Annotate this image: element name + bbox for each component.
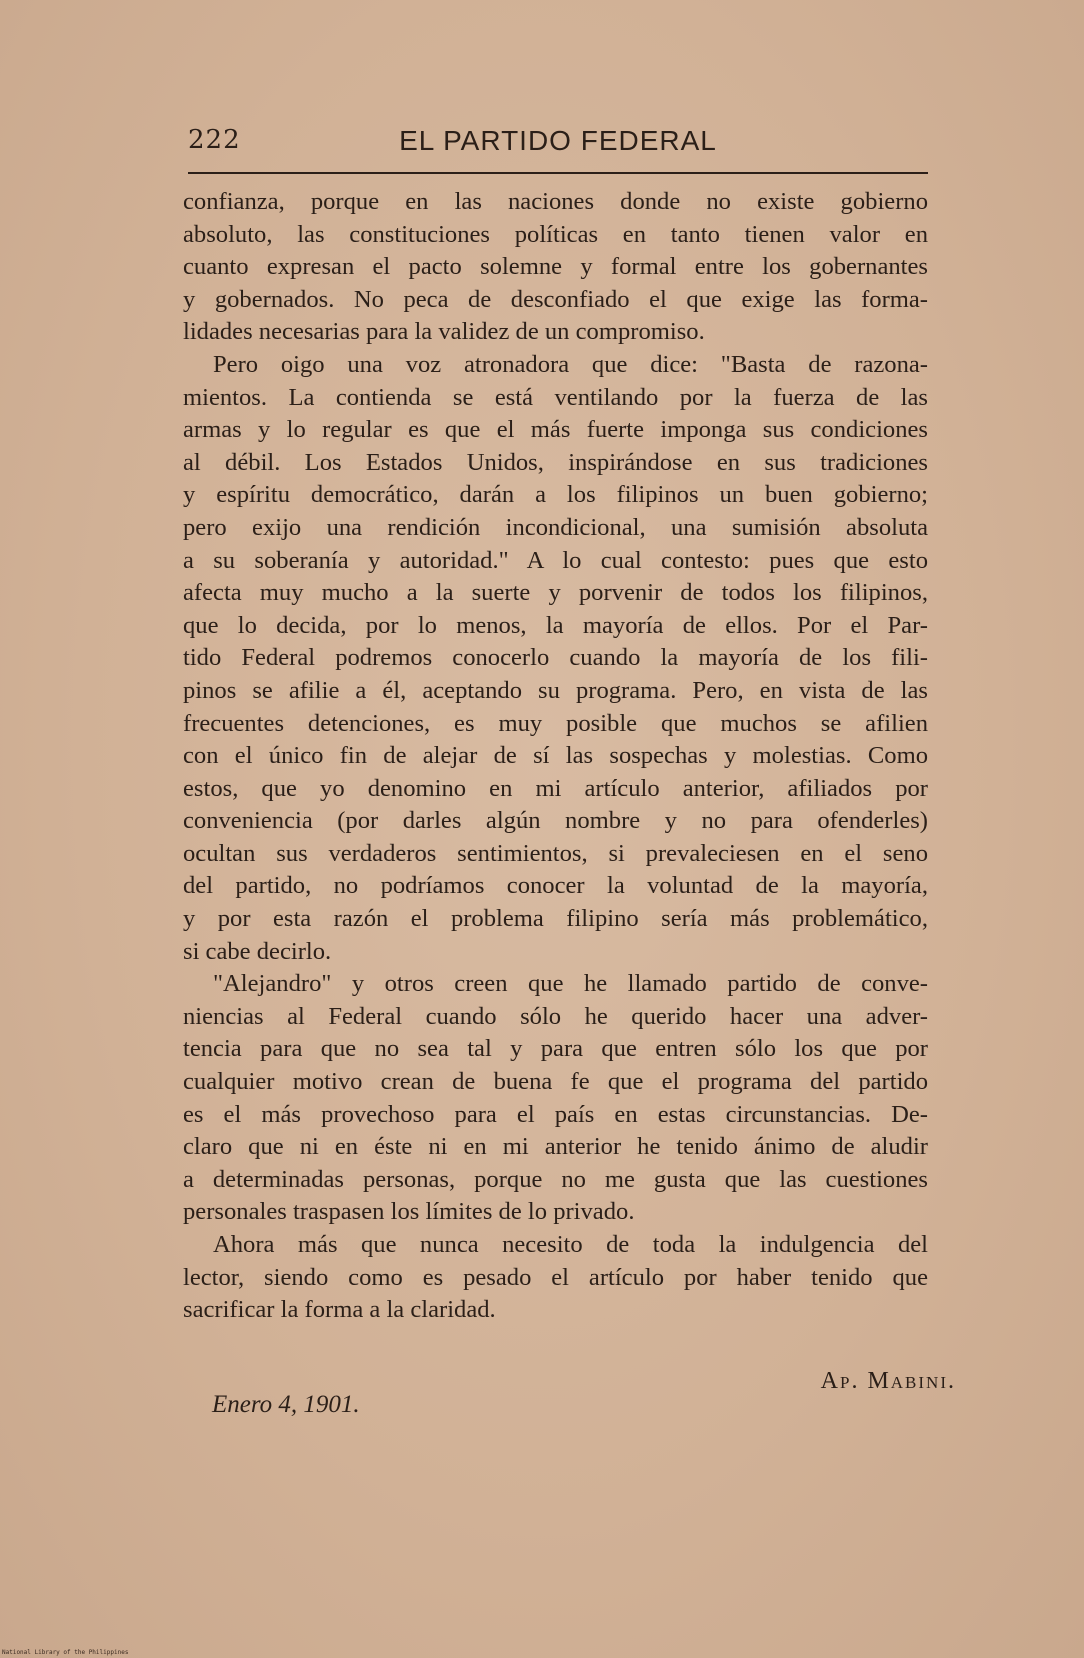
author-signature: Ap. Mabini.	[820, 1368, 956, 1394]
text-line: a su soberanía y autoridad." A lo cual contesto: pues que esto	[183, 546, 928, 574]
text-line: Pero oigo una voz atronadora que dice: "Basta de razona-	[213, 350, 928, 378]
text-line: con el único fin de alejar de sí las sospechas y molestias. Como	[183, 742, 928, 770]
text-line: y espíritu democrático, darán a los filipinos un buen gobierno;	[183, 481, 928, 509]
text-line: lidades necesarias para la validez de un compromiso.	[183, 318, 705, 346]
text-line: personales traspasen los límites de lo privado.	[183, 1198, 635, 1226]
text-line: pero exijo una rendición incondicional, una sumisión absoluta	[183, 513, 928, 541]
text-line: y por esta razón el problema filipino sería más problemático,	[183, 905, 928, 933]
text-line: tido Federal podremos conocerlo cuando la mayoría de los fili-	[183, 644, 928, 672]
text-line: estos, que yo denomino en mi artículo anterior, afiliados por	[183, 774, 928, 802]
library-watermark: National Library of the Philippines	[2, 1649, 129, 1656]
text-line: sacrificar la forma a la claridad.	[183, 1296, 496, 1324]
text-line: es el más provechoso para el país en estas circunstancias. De-	[183, 1100, 928, 1128]
text-line: conveniencia (por darles algún nombre y no para ofenderles)	[183, 807, 928, 835]
date-line: Enero 4, 1901.	[212, 1391, 360, 1418]
text-line: y gobernados. No peca de desconfiado el que exige las forma-	[183, 285, 928, 313]
text-line: a determinadas personas, porque no me gusta que las cuestiones	[183, 1165, 928, 1193]
text-line: claro que ni en éste ni en mi anterior he tenido ánimo de aludir	[183, 1133, 928, 1161]
text-line: cualquier motivo crean de buena fe que el programa del partido	[183, 1068, 928, 1096]
text-line: "Alejandro" y otros creen que he llamado partido de conve-	[213, 970, 928, 998]
text-line: confianza, porque en las naciones donde no existe gobierno	[183, 188, 928, 215]
text-line: ocultan sus verdaderos sentimientos, si prevaleciesen en el seno	[183, 839, 928, 867]
text-line: afecta muy mucho a la suerte y porvenir de todos los filipinos,	[183, 579, 928, 607]
text-line: cuanto expresan el pacto solemne y formal entre los gobernantes	[183, 253, 928, 281]
running-title: EL PARTIDO FEDERAL	[399, 125, 717, 156]
text-line: del partido, no podríamos conocer la voluntad de la mayoría,	[183, 872, 928, 900]
text-line: pinos se afilie a él, aceptando su programa. Pero, en vista de las	[183, 676, 928, 704]
header-rule	[188, 172, 928, 174]
text-line: tencia para que no sea tal y para que entren sólo los que por	[183, 1035, 928, 1063]
text-line: armas y lo regular es que el más fuerte imponga sus condiciones	[183, 416, 928, 444]
text-line: lector, siendo como es pesado el artículo por haber tenido que	[183, 1263, 928, 1291]
page-number: 222	[188, 125, 241, 155]
text-line: absoluto, las constituciones políticas en tanto tienen valor en	[183, 220, 928, 248]
text-line: mientos. La contienda se está ventilando por la fuerza de las	[183, 383, 928, 411]
text-line: que lo decida, por lo menos, la mayoría de ellos. Por el Par-	[183, 611, 928, 639]
text-line: Ahora más que nunca necesito de toda la indulgencia del	[213, 1231, 928, 1258]
body-text	[183, 186, 928, 1327]
text-line: niencias al Federal cuando sólo he querido hacer una adver-	[183, 1002, 928, 1030]
text-line: si cabe decirlo.	[183, 937, 332, 965]
page-header	[188, 125, 928, 165]
text-line: frecuentes detenciones, es muy posible que muchos se afilien	[183, 709, 928, 737]
text-line: al débil. Los Estados Unidos, inspirándose en sus tradiciones	[183, 448, 928, 476]
